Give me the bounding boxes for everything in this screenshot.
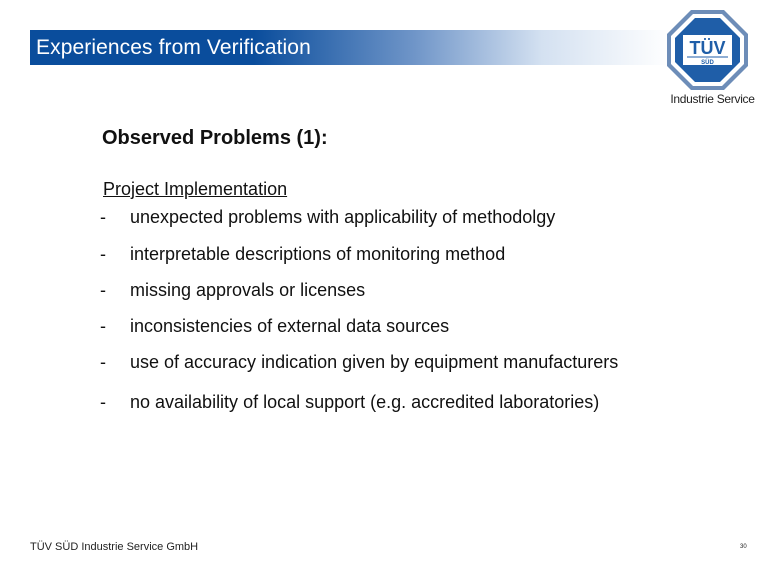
slide-title: Experiences from Verification: [36, 36, 311, 59]
logo-mark-subtext: SÜD: [701, 60, 714, 66]
page-number: 30: [740, 544, 747, 550]
logo-caption: Industrie Service: [670, 92, 755, 106]
bullet-marker: -: [100, 207, 106, 227]
bullet-text: missing approvals or licenses: [130, 280, 366, 300]
title-bar: [30, 30, 670, 65]
section-heading: Observed Problems (1):: [102, 127, 328, 149]
tuv-sud-logo: [660, 4, 770, 112]
bullet-text: unexpected problems with applicability of methodolgy: [130, 207, 556, 227]
logo-mark-text: TÜV: [689, 38, 726, 58]
bullet-marker: -: [100, 392, 106, 412]
bullet-marker: -: [100, 352, 106, 372]
bullet-marker: -: [100, 280, 106, 300]
footer-company: TÜV SÜD Industrie Service GmbH: [30, 541, 199, 553]
bullet-marker: -: [100, 316, 106, 336]
bullet-text: interpretable descriptions of monitoring method: [130, 244, 506, 264]
bullet-marker: -: [100, 244, 106, 264]
tuv-octagon-icon: [660, 4, 765, 94]
bullet-text: use of accuracy indication given by equipment manufacturers: [130, 352, 619, 372]
bullet-text: inconsistencies of external data sources: [130, 316, 450, 336]
subheading: Project Implementation: [103, 179, 288, 199]
bullet-text: no availability of local support (e.g. accredited laboratories): [130, 392, 600, 412]
